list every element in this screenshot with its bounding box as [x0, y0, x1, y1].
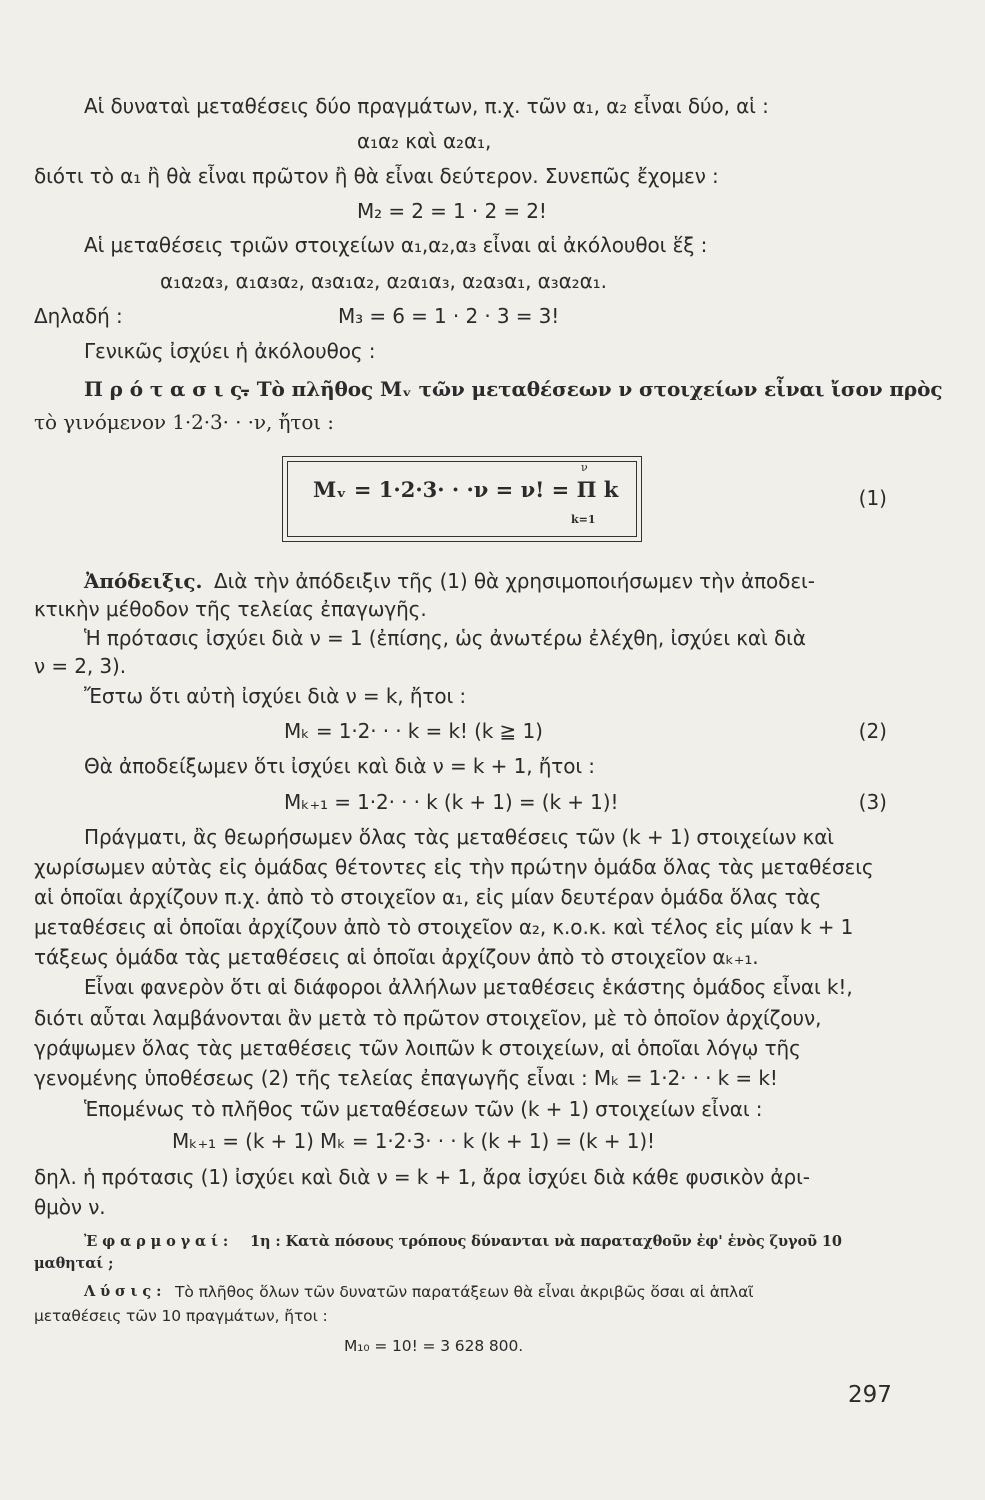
formula-line: Mₖ₊₁ = 1·2· · · k (k + 1) = (k + 1)! — [284, 790, 619, 814]
solution-text: Τὸ πλῆθος ὅλων τῶν δυνατῶν παρατάξεων θὰ εἶναι ἀκριβῶς ὅσαι αἱ ἁπλαῖ — [175, 1283, 754, 1301]
application-text: μαθηταί ; — [34, 1255, 114, 1272]
text-line: Αἱ δυναταὶ μεταθέσεις δύο πραγμάτων, π.χ. τῶν α₁, α₂ εἶναι δύο, αἱ : — [84, 94, 769, 118]
application-heading: Ἐ φ α ρ μ ο γ α ί : — [84, 1233, 229, 1250]
text-line: Εἶναι φανερὸν ὅτι αἱ διάφοροι ἀλλήλων μεταθέσεις ἑκάστης ὁμάδος εἶναι k!, — [84, 975, 853, 999]
text-line: Αἱ μεταθέσεις τριῶν στοιχείων α₁,α₂,α₃ εἶναι αἱ ἀκόλουθοι ἕξ : — [84, 233, 708, 257]
proposition-text: – Τὸ πλῆθος Mᵥ τῶν μεταθέσεων ν στοιχείων εἶναι ἴσον πρὸς — [240, 377, 943, 401]
formula-line: M₂ = 2 = 1 · 2 = 2! — [357, 199, 547, 223]
formula-line: M₃ = 6 = 1 · 2 · 3 = 3! — [338, 304, 560, 328]
proof-heading: Ἀπόδειξις. — [84, 569, 203, 593]
text-line: τάξεως ὁμάδα τὰς μεταθέσεις αἱ ὁποῖαι ἀρχίζουν ἀπὸ τὸ στοιχεῖον αₖ₊₁. — [34, 945, 759, 969]
text-line: Διὰ τὴν ἀπόδειξιν τῆς (1) θὰ χρησιμοποιήσωμεν τὴν ἀποδει- — [214, 569, 815, 593]
text-line: δηλ. ἡ πρότασις (1) ἰσχύει καὶ διὰ ν = k + 1, ἄρα ἰσχύει διὰ κάθε φυσικὸν ἀρι- — [34, 1165, 810, 1189]
text-line: Ἡ πρότασις ἰσχύει διὰ ν = 1 (ἐπίσης, ὡς ἀνωτέρω ἐλέχθη, ἰσχύει καὶ διὰ — [84, 626, 806, 650]
text-line: γενομένης ὑποθέσεως (2) τῆς τελείας ἐπαγωγῆς εἶναι : Mₖ = 1·2· · · k = k! — [34, 1066, 778, 1090]
text-line: διότι αὗται λαμβάνονται ἂν μετὰ τὸ πρῶτον στοιχεῖον, μὲ τὸ ὁποῖον ἀρχίζουν, — [34, 1006, 822, 1030]
formula-line: Mₖ = 1·2· · · k = k! (k ≧ 1) — [284, 719, 543, 743]
text-line: Ἔστω ὅτι αὐτὴ ἰσχύει διὰ ν = k, ἤτοι : — [84, 684, 467, 708]
text-line: ν = 2, 3). — [34, 654, 126, 678]
permutation-formula: Mᵥ = 1·2·3· · ·ν = ν! = Π k — [313, 477, 619, 502]
text-line: γράψωμεν ὅλας τὰς μεταθέσεις τῶν λοιπῶν k στοιχείων, αἱ ὁποῖαι λόγῳ τῆς — [34, 1036, 801, 1060]
application-text: 1η : Κατὰ πόσους τρόπους δύνανται νὰ παραταχθοῦν ἐφ' ἑνὸς ζυγοῦ 10 — [250, 1233, 842, 1250]
equation-number: (1) — [858, 486, 887, 510]
text-line: θμὸν ν. — [34, 1195, 106, 1219]
formula-line: Mₖ₊₁ = (k + 1) Mₖ = 1·2·3· · · k (k + 1) = (k + 1)! — [172, 1129, 655, 1153]
text-line: κτικὴν μέθοδον τῆς τελείας ἐπαγωγῆς. — [34, 597, 427, 621]
solution-heading: Λ ύ σ ι ς : — [84, 1283, 162, 1300]
text-line: Ἑπομένως τὸ πλῆθος τῶν μεταθέσεων τῶν (k + 1) στοιχείων εἶναι : — [84, 1097, 763, 1121]
solution-text: μεταθέσεις τῶν 10 πραγμάτων, ἤτοι : — [34, 1307, 328, 1325]
text-line: Θὰ ἀποδείξωμεν ὅτι ἰσχύει καὶ διὰ ν = k + 1, ἤτοι : — [84, 754, 595, 778]
text-line: Πράγματι, ἂς θεωρήσωμεν ὅλας τὰς μεταθέσεις τῶν (k + 1) στοιχείων καὶ — [84, 825, 834, 849]
formula-line: α₁α₂ καὶ α₂α₁, — [357, 129, 492, 153]
text-line: χωρίσωμεν αὐτὰς εἰς ὁμάδας θέτοντες εἰς τὴν πρώτην ὁμάδα ὅλας τὰς μεταθέσεις — [34, 855, 874, 879]
text-line: αἱ ὁποῖαι ἀρχίζουν π.χ. ἀπὸ τὸ στοιχεῖον α₁, εἰς μίαν δευτέραν ὁμάδα ὅλας τὰς — [34, 885, 822, 909]
proposition-heading: Π ρ ό τ α σ ι ς. — [84, 377, 250, 401]
equation-number: (2) — [858, 719, 887, 743]
text-line: Γενικῶς ἰσχύει ἡ ἀκόλουθος : — [84, 339, 376, 363]
solution-formula: M₁₀ = 10! = 3 628 800. — [344, 1337, 524, 1355]
text-line: Δηλαδή : — [34, 304, 123, 328]
page-number: 297 — [848, 1382, 892, 1408]
text-line: μεταθέσεις αἱ ὁποῖαι ἀρχίζουν ἀπὸ τὸ στοιχεῖον α₂, κ.ο.κ. καὶ τέλος εἰς μίαν k + 1 — [34, 915, 854, 939]
formula-line: α₁α₂α₃, α₁α₃α₂, α₃α₁α₂, α₂α₁α₃, α₂α₃α₁, α₃α₂α₁. — [160, 269, 607, 293]
product-upper-limit: ν — [581, 461, 588, 474]
text-line: διότι τὸ α₁ ἢ θὰ εἶναι πρῶτον ἢ θὰ εἶναι δεύτερον. Συνεπῶς ἔχομεν : — [34, 164, 719, 188]
proposition-text: τὸ γινόμενον 1·2·3· · ·ν, ἤτοι : — [34, 410, 334, 434]
product-lower-limit: k=1 — [571, 513, 596, 526]
boxed-formula — [282, 456, 642, 542]
equation-number: (3) — [858, 790, 887, 814]
